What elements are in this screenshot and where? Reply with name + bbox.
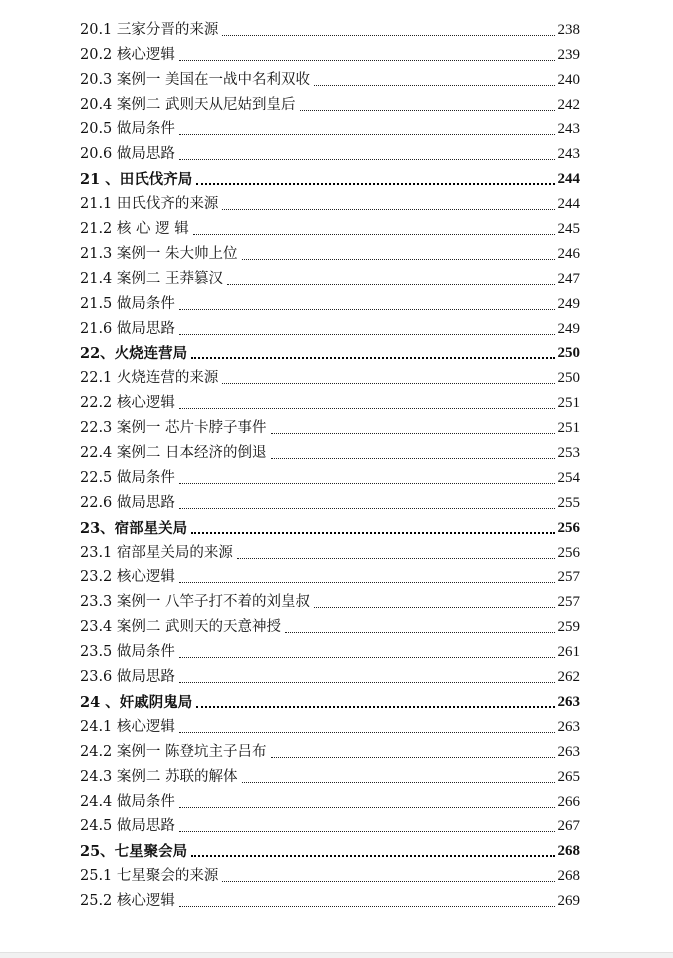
toc-chapter-entry[interactable] [80,163,580,188]
toc-dot-leader [227,284,554,285]
toc-section-entry[interactable] [80,39,580,64]
toc-entry-title: 20.6 做局思路 [80,146,175,163]
toc-section-entry[interactable] [80,786,580,811]
toc-entry-title: 21.5 做局条件 [80,295,175,312]
toc-page-number: 250 [557,345,580,362]
toc-section-entry[interactable] [80,661,580,686]
toc-section-entry[interactable] [80,263,580,288]
toc-page-number: 249 [557,295,580,312]
toc-dot-leader [179,807,555,808]
toc-dot-leader [179,309,555,310]
toc-section-entry[interactable] [80,362,580,387]
page-bottom-edge [0,952,673,958]
toc-entry-title: 23.6 做局思路 [80,669,175,686]
toc-section-entry[interactable] [80,885,580,910]
toc-entry-title: 24.4 做局条件 [80,793,175,810]
toc-page-number: 263 [557,743,580,760]
toc-section-entry[interactable] [80,387,580,412]
toc-dot-leader [179,831,555,832]
toc-page-number: 246 [557,245,580,262]
toc-entry-title: 22.3 案例一 芯片卡脖子事件 [80,420,267,437]
toc-entry-title: 24 、奸戚阴鬼局 [80,693,193,711]
toc-section-entry[interactable] [80,138,580,163]
toc-dot-leader [271,433,555,434]
toc-entry-title: 20.5 做局条件 [80,121,175,138]
toc-entry-title: 22.4 案例二 日本经济的倒退 [80,445,267,462]
toc-page-number: 266 [557,793,580,810]
toc-page-number: 254 [557,469,580,486]
toc-dot-leader [242,782,555,783]
toc-page-number: 255 [557,494,580,511]
toc-entry-title: 23、宿部星关局 [80,519,188,537]
toc-dot-leader [222,209,554,210]
toc-dot-leader [271,757,555,758]
toc-dot-leader [196,183,554,185]
toc-dot-leader [179,334,555,335]
toc-entry-title: 24.5 做局思路 [80,818,175,835]
toc-section-entry[interactable] [80,636,580,661]
toc-dot-leader [285,632,554,633]
toc-section-entry[interactable] [80,437,580,462]
toc-entry-title: 21.3 案例一 朱大帅上位 [80,245,238,262]
toc-entry-title: 23.1 宿部星关局的来源 [80,544,233,561]
toc-page-number: 265 [557,768,580,785]
toc-dot-leader [191,532,554,534]
toc-entry-title: 22.1 火烧连营的来源 [80,370,219,387]
toc-page-number: 262 [557,669,580,686]
toc-dot-leader [271,458,555,459]
toc-page-number: 257 [557,594,580,611]
toc-dot-leader [179,483,555,484]
toc-entry-title: 25.1 七星聚会的来源 [80,868,219,885]
toc-chapter-entry[interactable] [80,338,580,363]
toc-chapter-entry[interactable] [80,512,580,537]
toc-dot-leader [242,259,555,260]
toc-dot-leader [179,682,555,683]
toc-section-entry[interactable] [80,188,580,213]
toc-dot-leader [196,706,554,708]
toc-page-number: 269 [557,893,580,910]
toc-section-entry[interactable] [80,537,580,562]
toc-page-number: 261 [557,644,580,661]
toc-dot-leader [191,855,554,857]
toc-entry-title: 23.5 做局条件 [80,644,175,661]
toc-page-number: 249 [557,320,580,337]
toc-entry-title: 21.2 核 心 逻 辑 [80,221,189,238]
toc-page-number: 240 [557,71,580,88]
toc-entry-title: 21.6 做局思路 [80,320,175,337]
toc-page-number: 251 [557,420,580,437]
toc-page-number: 243 [557,146,580,163]
toc-section-entry[interactable] [80,586,580,611]
toc-page-number: 242 [557,96,580,113]
toc-entry-title: 20.4 案例二 武则天从尼姑到皇后 [80,96,296,113]
toc-page-number: 244 [557,196,580,213]
table-of-contents [80,14,580,910]
toc-page-number: 256 [557,519,580,536]
toc-section-entry[interactable] [80,238,580,263]
toc-page-number: 239 [557,46,580,63]
toc-entry-title: 22、火烧连营局 [80,345,188,363]
toc-section-entry[interactable] [80,611,580,636]
toc-page-number: 250 [557,370,580,387]
toc-dot-leader [179,159,555,160]
toc-section-entry[interactable] [80,313,580,338]
toc-section-entry[interactable] [80,761,580,786]
toc-entry-title: 24.1 核心逻辑 [80,718,175,735]
toc-entry-title: 25.2 核心逻辑 [80,893,175,910]
toc-chapter-entry[interactable] [80,686,580,711]
toc-entry-title: 23.3 案例一 八竿子打不着的刘皇叔 [80,594,311,611]
toc-section-entry[interactable] [80,114,580,139]
toc-entry-title: 21.1 田氏伐齐的来源 [80,196,219,213]
toc-dot-leader [179,508,555,509]
toc-page-number: 238 [557,21,580,38]
toc-page-number: 243 [557,121,580,138]
toc-section-entry[interactable] [80,462,580,487]
toc-entry-title: 21.4 案例二 王莽篡汉 [80,270,224,287]
toc-dot-leader [314,85,554,86]
toc-page-number: 256 [557,544,580,561]
toc-section-entry[interactable] [80,736,580,761]
toc-dot-leader [191,357,554,359]
toc-page-number: 268 [557,843,580,860]
toc-section-entry[interactable] [80,860,580,885]
toc-page-number: 245 [557,221,580,238]
toc-dot-leader [193,234,555,235]
toc-section-entry[interactable] [80,562,580,587]
toc-entry-title: 23.4 案例二 武则天的天意神授 [80,619,282,636]
toc-dot-leader [179,582,555,583]
toc-page-number: 267 [557,818,580,835]
toc-dot-leader [179,60,555,61]
toc-page-number: 247 [557,270,580,287]
toc-entry-title: 24.3 案例二 苏联的解体 [80,768,238,785]
toc-page-number: 251 [557,395,580,412]
toc-dot-leader [179,732,555,733]
toc-dot-leader [237,558,555,559]
toc-page-number: 257 [557,569,580,586]
toc-entry-title: 25、七星聚会局 [80,843,188,861]
toc-section-entry[interactable] [80,213,580,238]
toc-page-number: 263 [557,693,580,710]
toc-dot-leader [179,657,555,658]
toc-page-number: 253 [557,445,580,462]
toc-page-number: 259 [557,619,580,636]
toc-entry-title: 21 、田氏伐齐局 [80,171,193,189]
toc-section-entry[interactable] [80,711,580,736]
toc-chapter-entry[interactable] [80,835,580,860]
toc-dot-leader [179,408,555,409]
toc-entry-title: 23.2 核心逻辑 [80,569,175,586]
toc-section-entry[interactable] [80,89,580,114]
toc-page-number: 244 [557,171,580,188]
toc-dot-leader [314,607,554,608]
toc-entry-title: 20.1 三家分晋的来源 [80,21,219,38]
toc-entry-title: 22.2 核心逻辑 [80,395,175,412]
toc-section-entry[interactable] [80,14,580,39]
toc-entry-title: 22.5 做局条件 [80,469,175,486]
toc-dot-leader [300,110,555,111]
toc-dot-leader [222,35,554,36]
toc-page-number: 268 [557,868,580,885]
toc-section-entry[interactable] [80,811,580,836]
toc-entry-title: 24.2 案例一 陈登坑主子吕布 [80,743,267,760]
toc-dot-leader [222,881,554,882]
toc-page-number: 263 [557,718,580,735]
toc-entry-title: 22.6 做局思路 [80,494,175,511]
toc-section-entry[interactable] [80,412,580,437]
toc-dot-leader [179,906,555,907]
toc-entry-title: 20.2 核心逻辑 [80,46,175,63]
toc-section-entry[interactable] [80,487,580,512]
toc-dot-leader [179,134,555,135]
toc-dot-leader [222,383,554,384]
toc-section-entry[interactable] [80,64,580,89]
toc-entry-title: 20.3 案例一 美国在一战中名利双收 [80,71,311,88]
toc-section-entry[interactable] [80,288,580,313]
